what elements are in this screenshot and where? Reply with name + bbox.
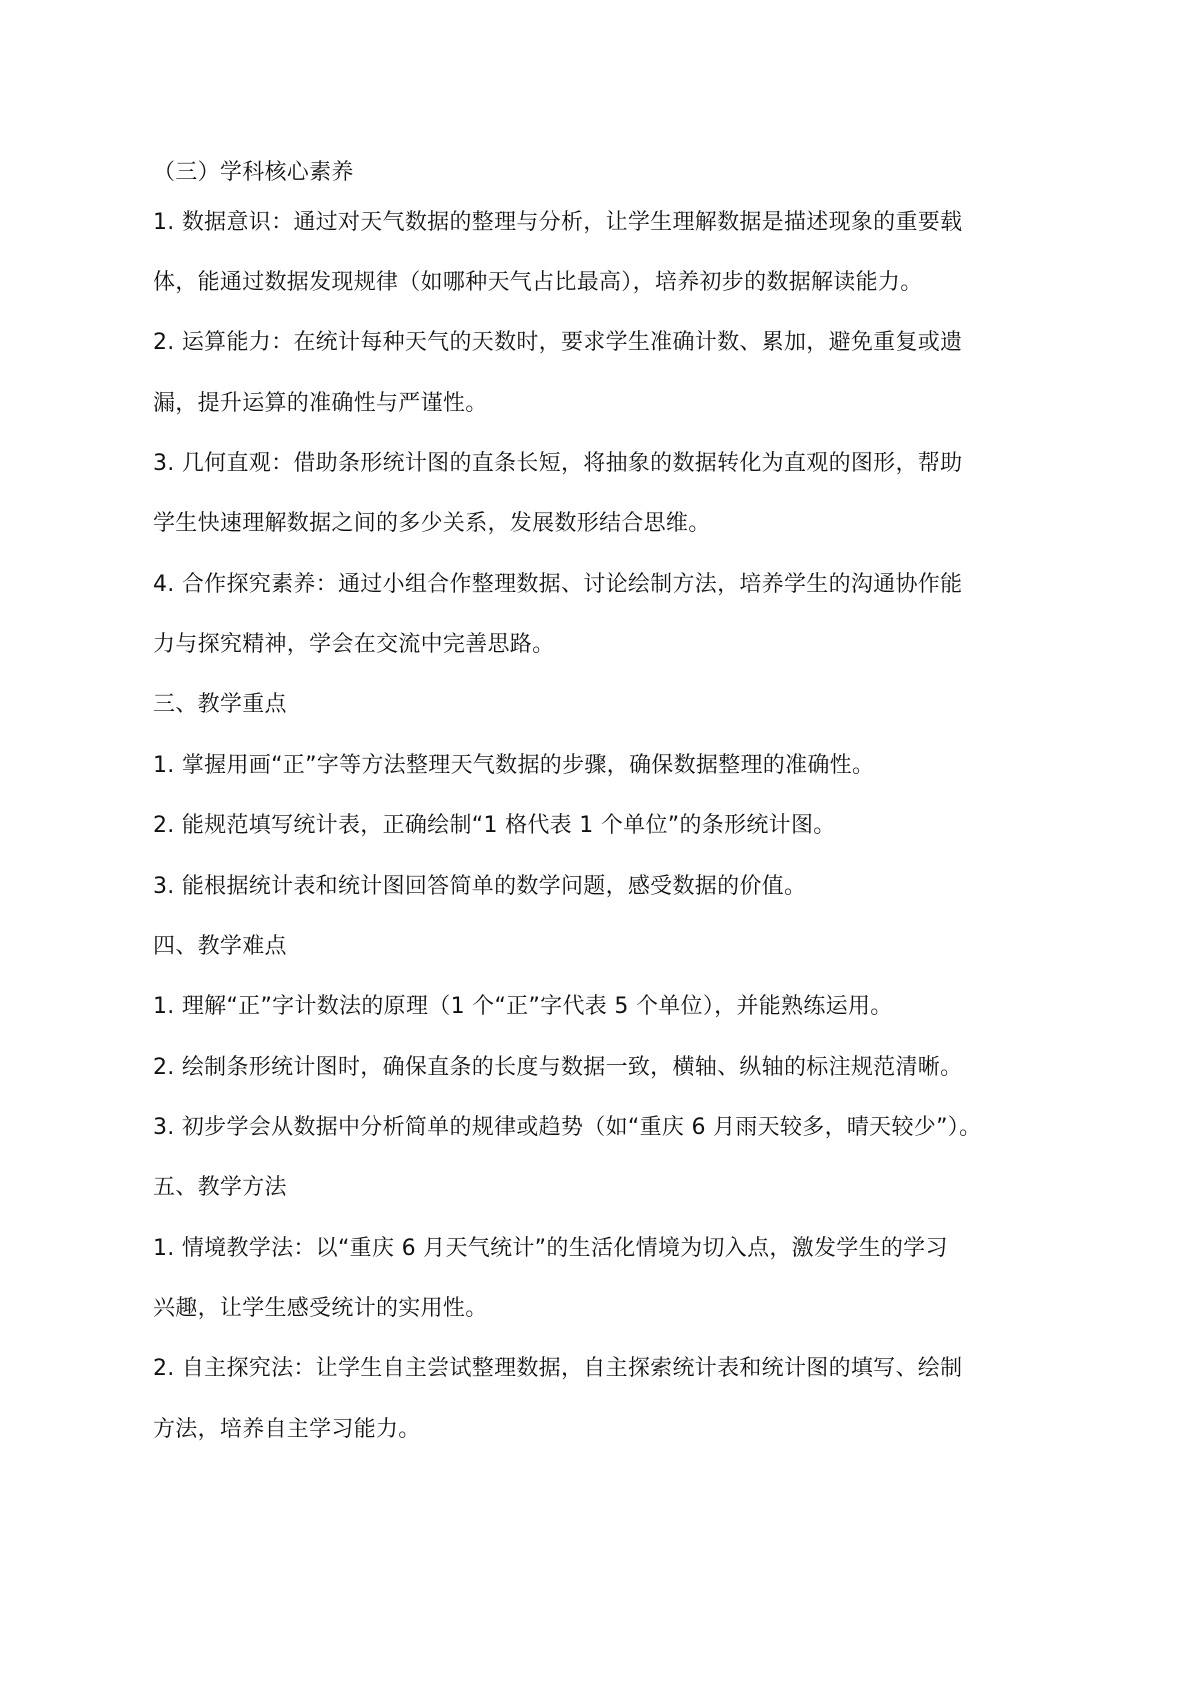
paragraph-line: 3. 能根据统计表和统计图回答简单的数学问题，感受数据的价值。 (153, 874, 807, 899)
paragraph-line: 1. 数据意识：通过对天气数据的整理与分析，让学生理解数据是描述现象的重要载 (153, 210, 963, 235)
document-body (153, 158, 1053, 1445)
section-heading: 四、教学难点 (153, 934, 287, 959)
paragraph-line: 3. 初步学会从数据中分析简单的规律或趋势（如“重庆 6 月雨天较多，晴天较少”）。 (153, 1115, 982, 1140)
paragraph-line: 学生快速理解数据之间的多少关系，发展数形结合思维。 (153, 511, 711, 536)
paragraph-line: 2. 绘制条形统计图时，确保直条的长度与数据一致，横轴、纵轴的标注规范清晰。 (153, 1055, 963, 1080)
paragraph-line: 1. 掌握用画“正”字等方法整理天气数据的步骤，确保数据整理的准确性。 (153, 753, 875, 778)
paragraph-line: 体，能通过数据发现规律（如哪种天气占比最高），培养初步的数据解读能力。 (153, 270, 923, 295)
section-heading: 五、教学方法 (153, 1175, 287, 1200)
paragraph-line: 3. 几何直观：借助条形统计图的直条长短，将抽象的数据转化为直观的图形，帮助 (153, 451, 963, 476)
paragraph-line: 4. 合作探究素养：通过小组合作整理数据、讨论绘制方法，培养学生的沟通协作能 (153, 572, 963, 597)
section-heading: 三、教学重点 (153, 692, 287, 717)
paragraph-line: 兴趣，让学生感受统计的实用性。 (153, 1296, 488, 1321)
paragraph-line: 漏，提升运算的准确性与严谨性。 (153, 391, 488, 416)
paragraph-line: 2. 能规范填写统计表，正确绘制“1 格代表 1 个单位”的条形统计图。 (153, 813, 836, 838)
section-heading: （三）学科核心素养 (153, 160, 354, 185)
paragraph-line: 2. 运算能力：在统计每种天气的天数时，要求学生准确计数、累加，避免重复或遗 (153, 330, 963, 355)
paragraph-line: 1. 理解“正”字计数法的原理（1 个“正”字代表 5 个单位），并能熟练运用。 (153, 994, 893, 1019)
paragraph-line: 1. 情境教学法：以“重庆 6 月天气统计”的生活化情境为切入点，激发学生的学习 (153, 1236, 948, 1261)
paragraph-line: 2. 自主探究法：让学生自主尝试整理数据，自主探索统计表和统计图的填写、绘制 (153, 1356, 963, 1381)
paragraph-line: 力与探究精神，学会在交流中完善思路。 (153, 632, 555, 657)
paragraph-line: 方法，培养自主学习能力。 (153, 1417, 421, 1442)
